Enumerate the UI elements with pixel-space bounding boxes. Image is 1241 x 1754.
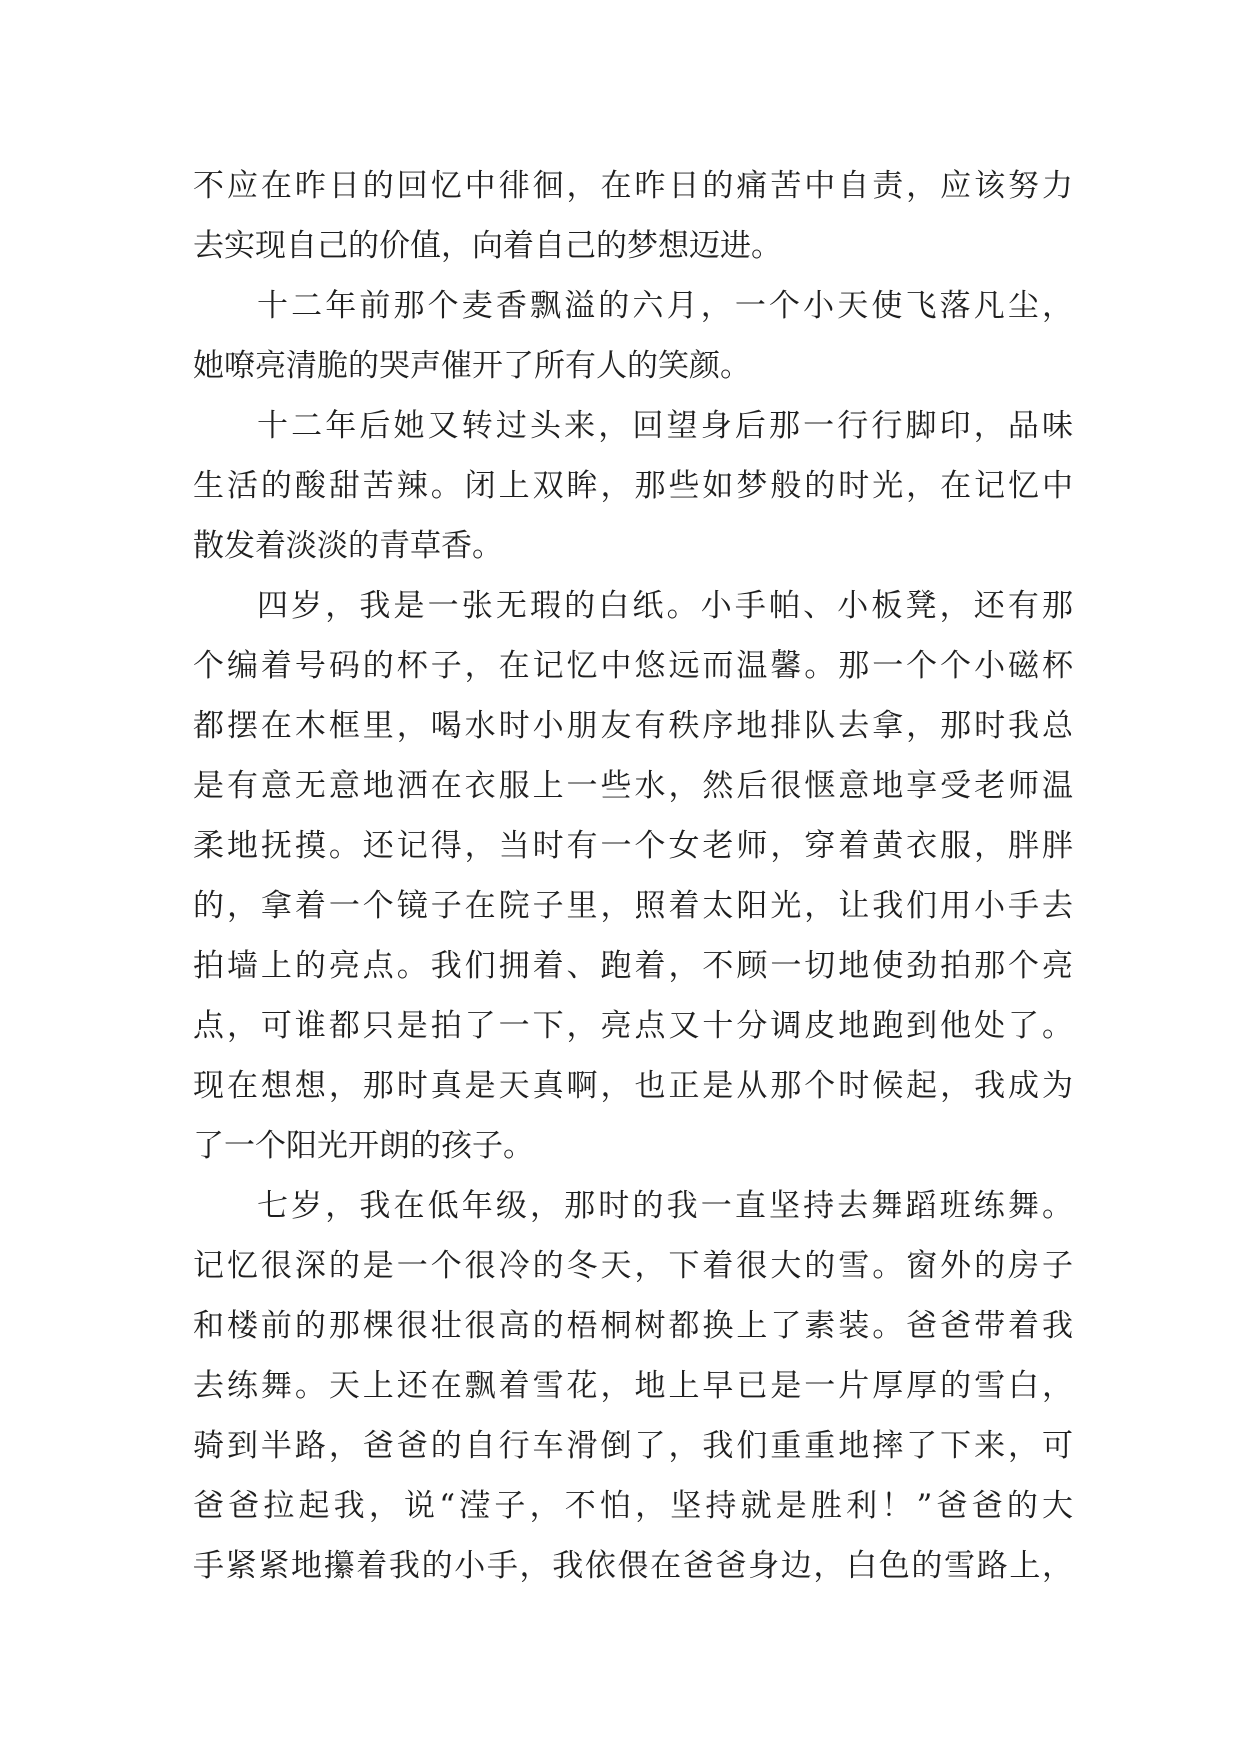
document-body bbox=[193, 156, 1073, 1596]
text-line: 了一个阳光开朗的孩子。 bbox=[193, 1128, 534, 1164]
text-line: 的，拿着一个镜子在院子里，照着太阳光，让我们用小手去 bbox=[193, 888, 1073, 924]
text-line: 点，可谁都只是拍了一下，亮点又十分调皮地跑到他处了。 bbox=[193, 1008, 1073, 1044]
text-line: 去实现自己的价值，向着自己的梦想迈进。 bbox=[193, 228, 782, 264]
text-line: 去练舞。天上还在飘着雪花，地上早已是一片厚厚的雪白， bbox=[193, 1368, 1073, 1404]
text-line: 散发着淡淡的青草香。 bbox=[193, 528, 503, 564]
text-line: 现在想想，那时真是天真啊，也正是从那个时候起，我成为 bbox=[193, 1068, 1073, 1104]
paragraph-first-line: 七岁，我在低年级，那时的我一直坚持去舞蹈班练舞。 bbox=[257, 1188, 1073, 1224]
text-line: 和楼前的那棵很壮很高的梧桐树都换上了素装。爸爸带着我 bbox=[193, 1308, 1073, 1344]
text-line: 爸爸拉起我，说“滢子，不怕，坚持就是胜利！”爸爸的大 bbox=[193, 1488, 1073, 1524]
text-line: 生活的酸甜苦辣。闭上双眸，那些如梦般的时光，在记忆中 bbox=[193, 468, 1073, 504]
text-line: 都摆在木框里，喝水时小朋友有秩序地排队去拿，那时我总 bbox=[193, 708, 1073, 744]
text-line: 拍墙上的亮点。我们拥着、跑着，不顾一切地使劲拍那个亮 bbox=[193, 948, 1073, 984]
text-line: 柔地抚摸。还记得，当时有一个女老师，穿着黄衣服，胖胖 bbox=[193, 828, 1073, 864]
text-line: 她嘹亮清脆的哭声催开了所有人的笑颜。 bbox=[193, 348, 751, 384]
text-line: 是有意无意地洒在衣服上一些水，然后很惬意地享受老师温 bbox=[193, 768, 1073, 804]
text-line: 个编着号码的杯子，在记忆中悠远而温馨。那一个个小磁杯 bbox=[193, 648, 1073, 684]
text-line: 不应在昨日的回忆中徘徊，在昨日的痛苦中自责，应该努力 bbox=[193, 168, 1073, 204]
paragraph-first-line: 十二年前那个麦香飘溢的六月，一个小天使飞落凡尘， bbox=[257, 288, 1073, 324]
text-line: 手紧紧地攥着我的小手，我依偎在爸爸身边，白色的雪路上， bbox=[193, 1548, 1073, 1584]
text-line: 骑到半路，爸爸的自行车滑倒了，我们重重地摔了下来，可 bbox=[193, 1428, 1073, 1464]
text-line: 记忆很深的是一个很冷的冬天，下着很大的雪。窗外的房子 bbox=[193, 1248, 1073, 1284]
paragraph-first-line: 十二年后她又转过头来，回望身后那一行行脚印，品味 bbox=[257, 408, 1073, 444]
paragraph-first-line: 四岁，我是一张无瑕的白纸。小手帕、小板凳，还有那 bbox=[257, 588, 1073, 624]
